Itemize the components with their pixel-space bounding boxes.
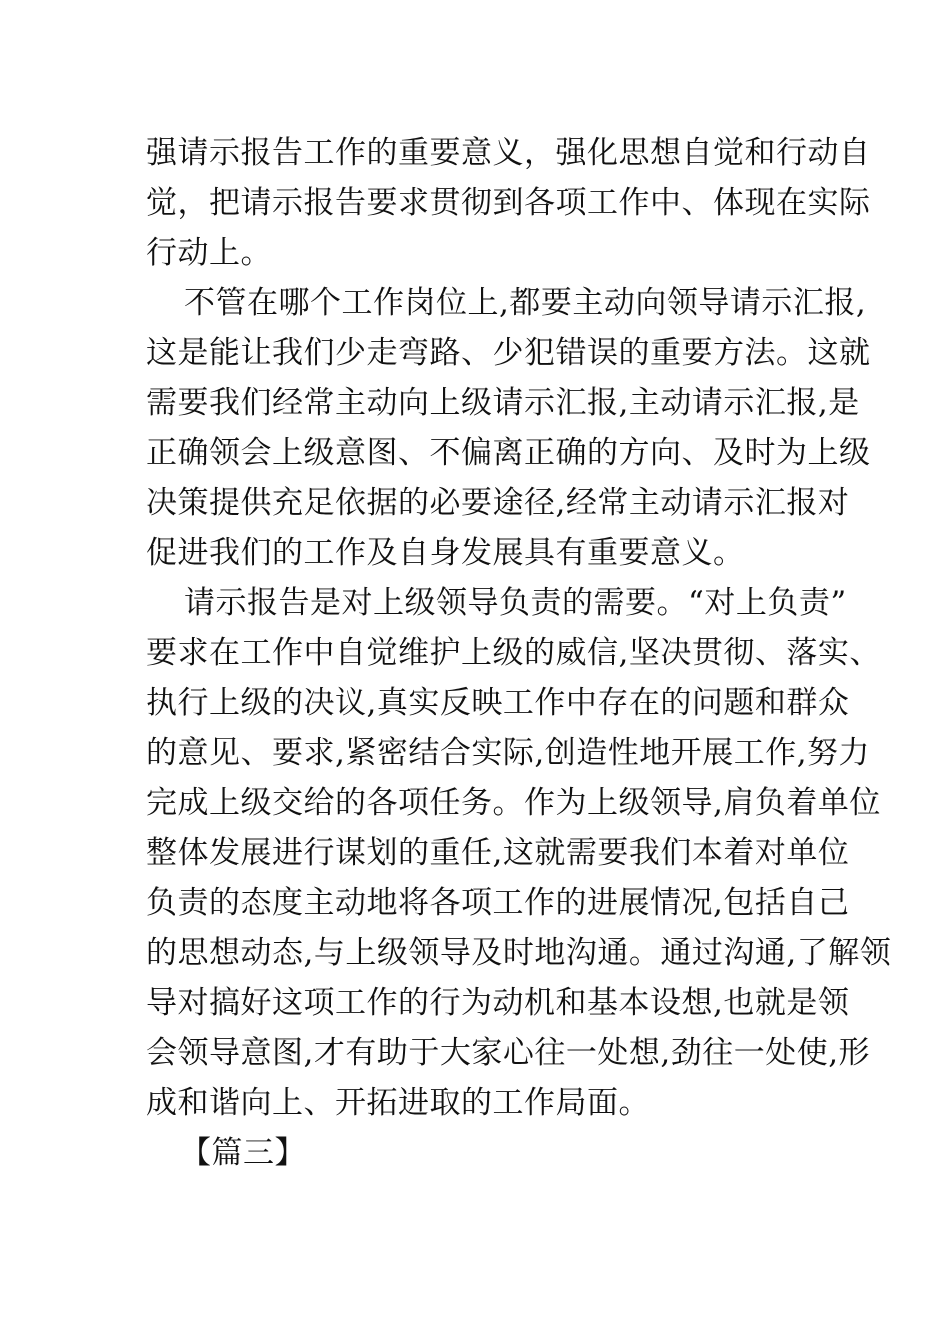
paragraph-3-line-8: 的思想动态,与上级领导及时地沟通。通过沟通,了解领	[146, 935, 892, 971]
paragraph-2-line-6: 促进我们的工作及自身发展具有重要意义。	[146, 535, 745, 571]
paragraph-1-line-2: 觉，把请示报告要求贯彻到各项工作中、体现在实际	[146, 185, 871, 221]
paragraph-3-line-3: 执行上级的决议,真实反映工作中存在的问题和群众	[146, 685, 850, 721]
paragraph-1-line-1: 强请示报告工作的重要意义，强化思想自觉和行动自	[146, 135, 871, 171]
paragraph-3-line-11: 成和谐向上、开拓进取的工作局面。	[146, 1085, 650, 1121]
paragraph-2-line-4: 正确领会上级意图、不偏离正确的方向、及时为上级	[146, 435, 871, 471]
section-heading: 【篇三】	[180, 1135, 306, 1171]
paragraph-2-line-1: 不管在哪个工作岗位上,都要主动向领导请示汇报,	[184, 285, 867, 321]
paragraph-2-line-3: 需要我们经常主动向上级请示汇报,主动请示汇报,是	[146, 385, 860, 421]
paragraph-2-line-2: 这是能让我们少走弯路、少犯错误的重要方法。这就	[146, 335, 871, 371]
paragraph-3-line-2: 要求在工作中自觉维护上级的威信,坚决贯彻、落实、	[146, 635, 881, 671]
paragraph-2-line-5: 决策提供充足依据的必要途径,经常主动请示汇报对	[146, 485, 850, 521]
paragraph-3-line-7: 负责的态度主动地将各项工作的进展情况,包括自己	[146, 885, 850, 921]
paragraph-3-line-5: 完成上级交给的各项任务。作为上级领导,肩负着单位	[146, 785, 881, 821]
paragraph-3-line-10: 会领导意图,才有助于大家心往一处想,劲往一处使,形	[146, 1035, 871, 1071]
paragraph-3-line-4: 的意见、要求,紧密结合实际,创造性地开展工作,努力	[146, 735, 871, 771]
paragraph-3-line-1: 请示报告是对上级领导负责的需要。“对上负责”	[184, 585, 847, 621]
document-body	[146, 128, 892, 1178]
paragraph-3-line-6: 整体发展进行谋划的重任,这就需要我们本着对单位	[146, 835, 850, 871]
paragraph-1-line-3: 行动上。	[146, 235, 272, 271]
paragraph-3-line-9: 导对搞好这项工作的行为动机和基本设想,也就是领	[146, 985, 850, 1021]
